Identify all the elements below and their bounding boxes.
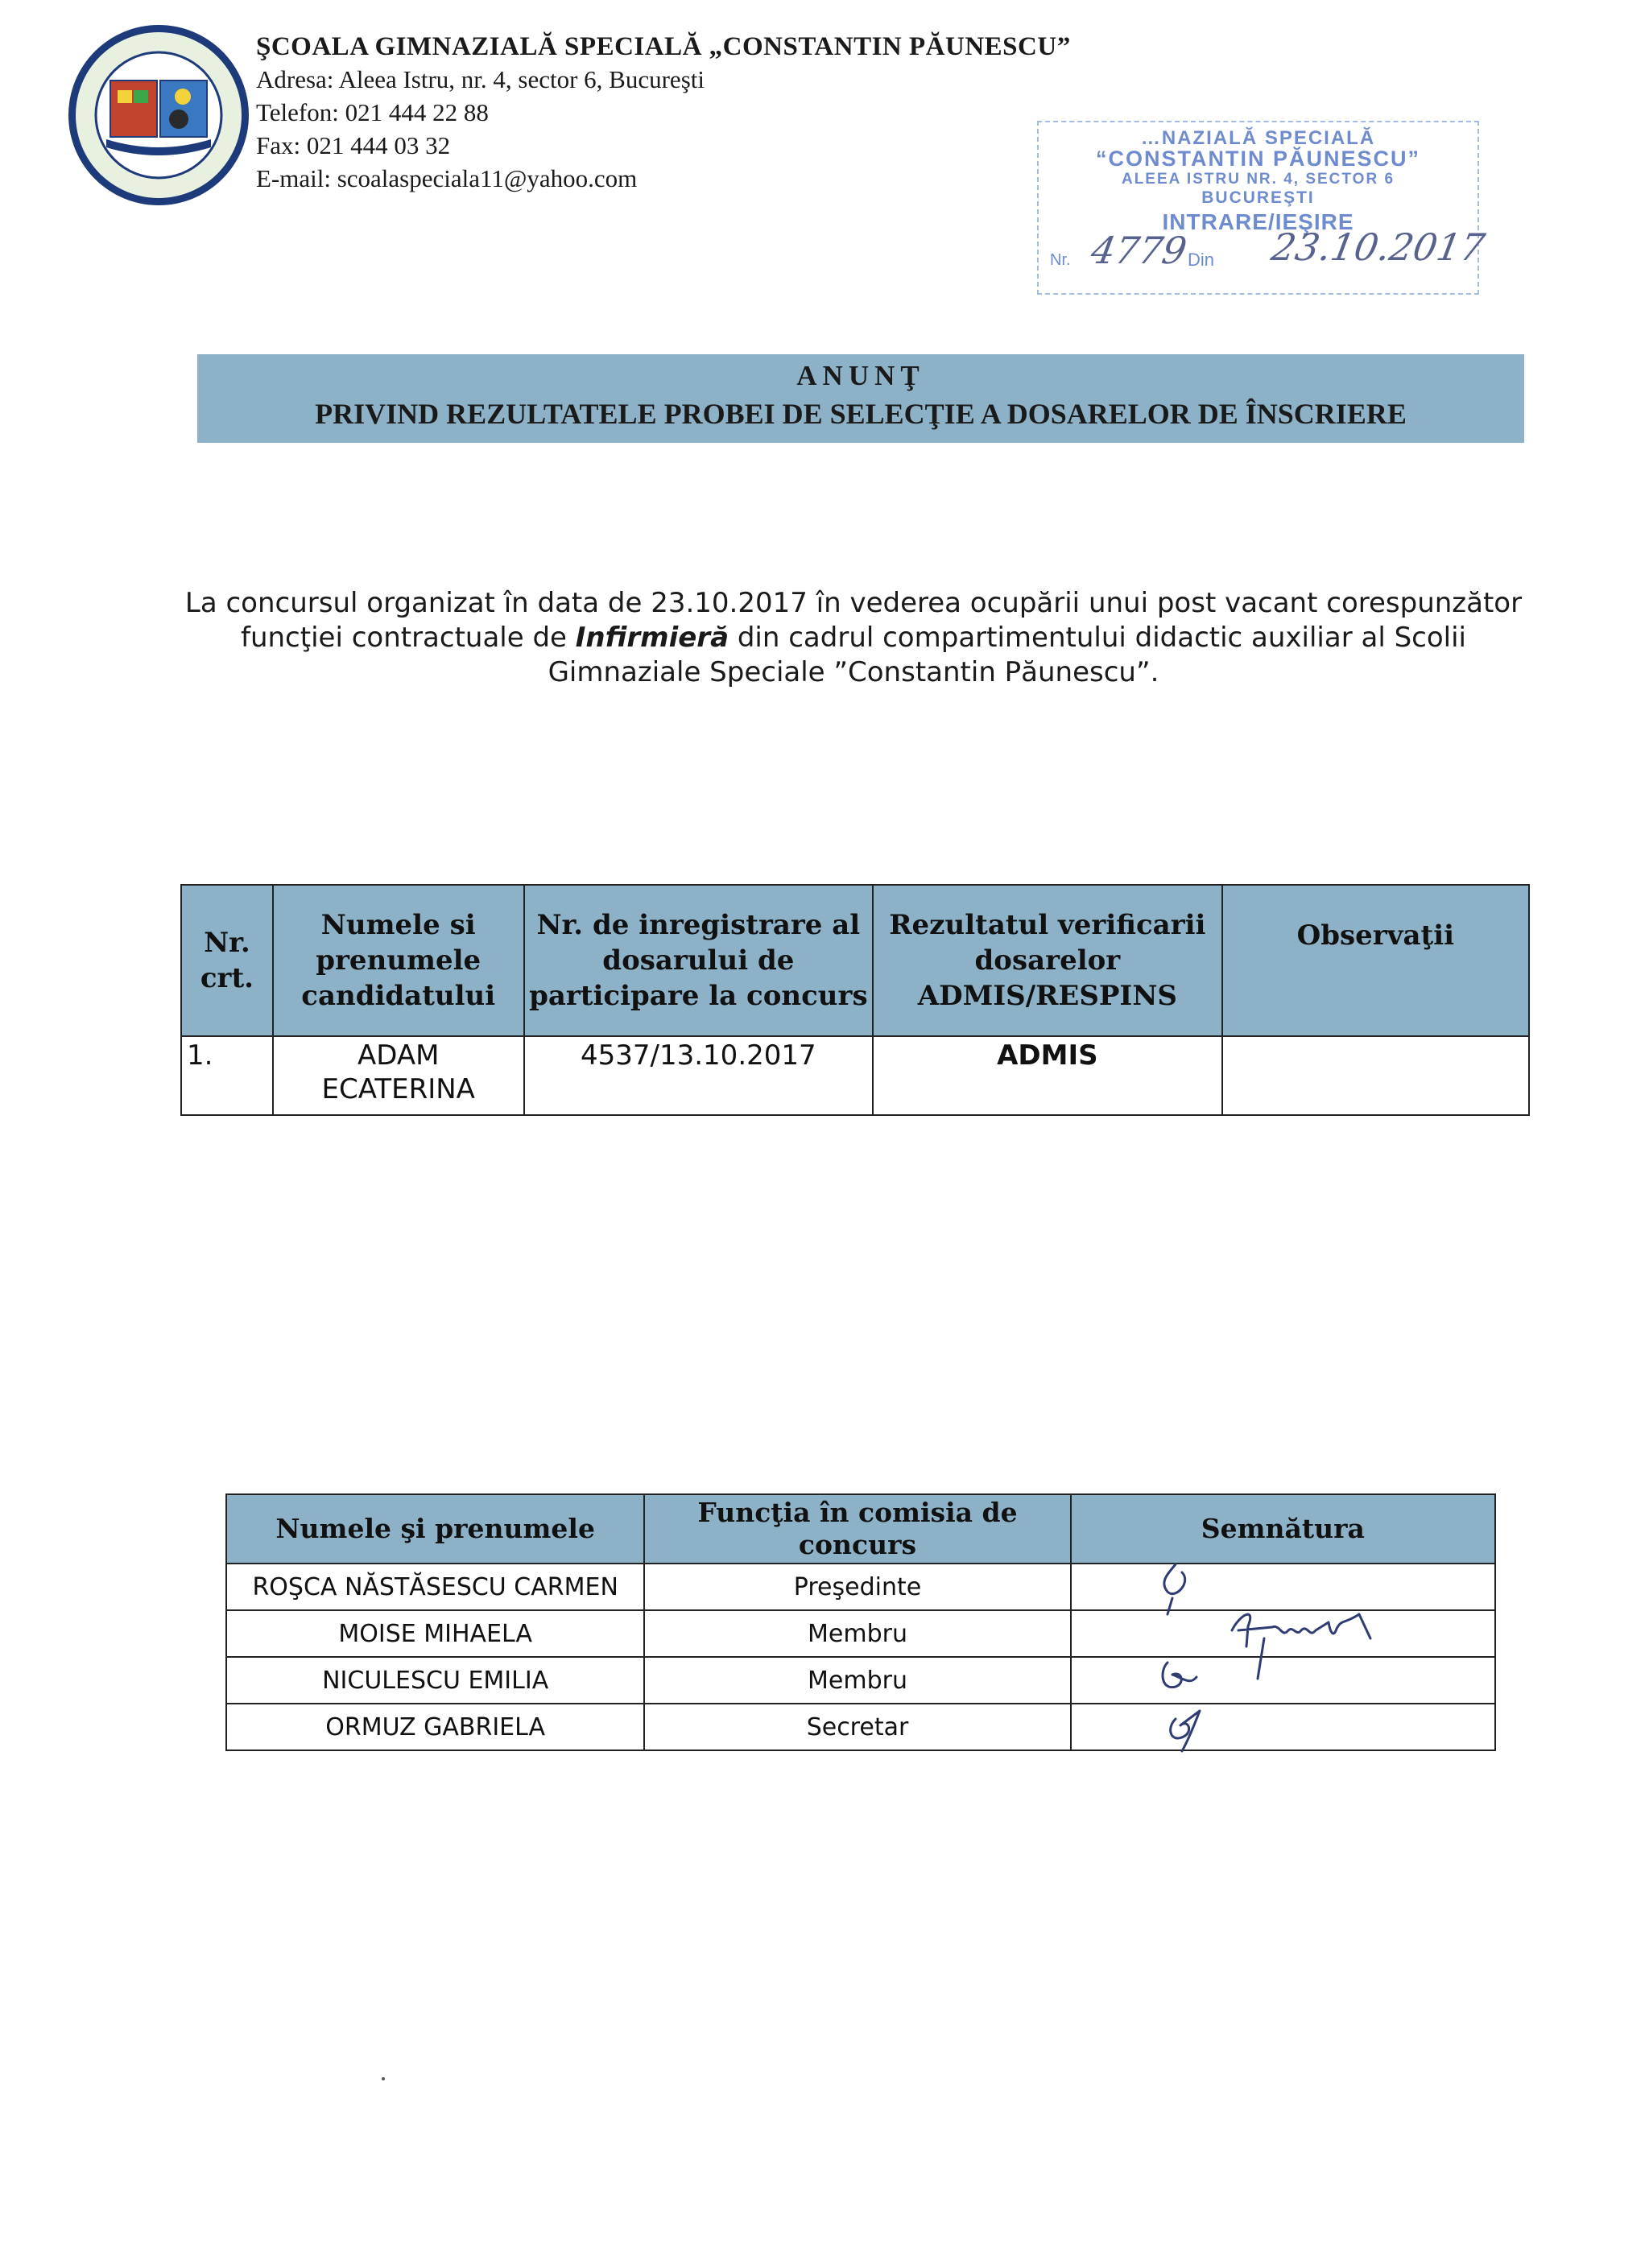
stamp-line: ALEEA ISTRU NR. 4, SECTOR 6: [1121, 171, 1395, 188]
school-phone: Telefon: 021 444 22 88: [256, 98, 489, 126]
header-observations: Observaţii: [1222, 885, 1529, 1036]
stray-dot: [382, 2077, 385, 2080]
school-logo: [66, 23, 251, 208]
intro-text-part1: La concursul organizat în data de 23.10.2017 în vederea ocupării unui post vacant corespunzător funcţiei contractuale de: [184, 587, 1523, 654]
results-header-row: [181, 885, 1529, 1036]
school-name: ŞCOALA GIMNAZIALĂ SPECIALĂ „CONSTANTIN PĂUNESCU”: [256, 32, 1071, 61]
stamp-line: …NAZIALĂ SPECIALĂ: [1140, 127, 1376, 149]
cell-result: ADMIS: [873, 1036, 1222, 1115]
stamp-date: 23.10.2017: [1268, 225, 1489, 269]
header-registration-nr: Nr. de inregistrare al dosarului de participare la concurs: [524, 885, 873, 1036]
school-address: Adresa: Aleea Istru, nr. 4, sector 6, Bucureşti: [256, 65, 705, 93]
school-header: [256, 31, 1071, 195]
cell-member-name: ROŞCA NĂSTĂSESCU CARMEN: [226, 1564, 644, 1610]
header-member-function: Funcţia în comisia de concurs: [644, 1494, 1070, 1564]
stamp-din-label: Din: [1188, 250, 1215, 270]
cell-nr: 1.: [181, 1036, 273, 1115]
cell-observations: [1222, 1036, 1529, 1115]
header-result: Rezultatul verificarii dosarelor ADMIS/RESPINS: [873, 885, 1222, 1036]
header-member-name: Numele şi prenumele: [226, 1494, 644, 1564]
announcement-subtitle: PRIVIND REZULTATELE PROBEI DE SELECŢIE A DOSARELOR DE ÎNSCRIERE: [315, 398, 1407, 430]
stamp-line: “CONSTANTIN PĂUNESCU”: [1095, 147, 1420, 171]
title-band: [197, 354, 1524, 443]
cell-member-function: Membru: [644, 1610, 1070, 1657]
header-nr: Nr. crt.: [181, 885, 273, 1036]
registration-stamp: [1037, 121, 1489, 295]
stamp-line: BUCUREŞTI: [1201, 188, 1315, 207]
stamp-nr-label: Nr.: [1050, 251, 1071, 269]
handwritten-signatures: [1143, 1550, 1385, 1775]
cell-member-name: ORMUZ GABRIELA: [226, 1704, 644, 1750]
cell-member-name: MOISE MIHAELA: [226, 1610, 644, 1657]
announcement-title: ANUNŢ: [796, 360, 925, 391]
stamp-number: 4779: [1088, 229, 1190, 272]
header-signature: Semnătura: [1071, 1494, 1495, 1564]
intro-paragraph: [161, 586, 1546, 690]
header-candidate-name: Numele si prenumele candidatului: [273, 885, 524, 1036]
cell-candidate-name: ADAM ECATERINA: [273, 1036, 524, 1115]
school-fax: Fax: 021 444 03 32: [256, 131, 451, 159]
cell-registration-nr: 4537/13.10.2017: [524, 1036, 873, 1115]
cell-member-name: NICULESCU EMILIA: [226, 1657, 644, 1704]
cell-member-function: Preşedinte: [644, 1564, 1070, 1610]
intro-function: Infirmieră: [575, 622, 729, 654]
cell-member-function: Secretar: [644, 1704, 1070, 1750]
stamp-line: INTRARE/IEŞIRE: [1162, 209, 1354, 234]
results-table: [180, 884, 1530, 1116]
table-row: [181, 1036, 1529, 1115]
intro-text-part2: din cadrul compartimentului didactic auxiliar al Scolii Gimnaziale Speciale ”Constantin Păunescu”.: [548, 622, 1467, 688]
cell-member-function: Membru: [644, 1657, 1070, 1704]
school-email: E-mail: scoalaspeciala11@yahoo.com: [256, 164, 638, 192]
